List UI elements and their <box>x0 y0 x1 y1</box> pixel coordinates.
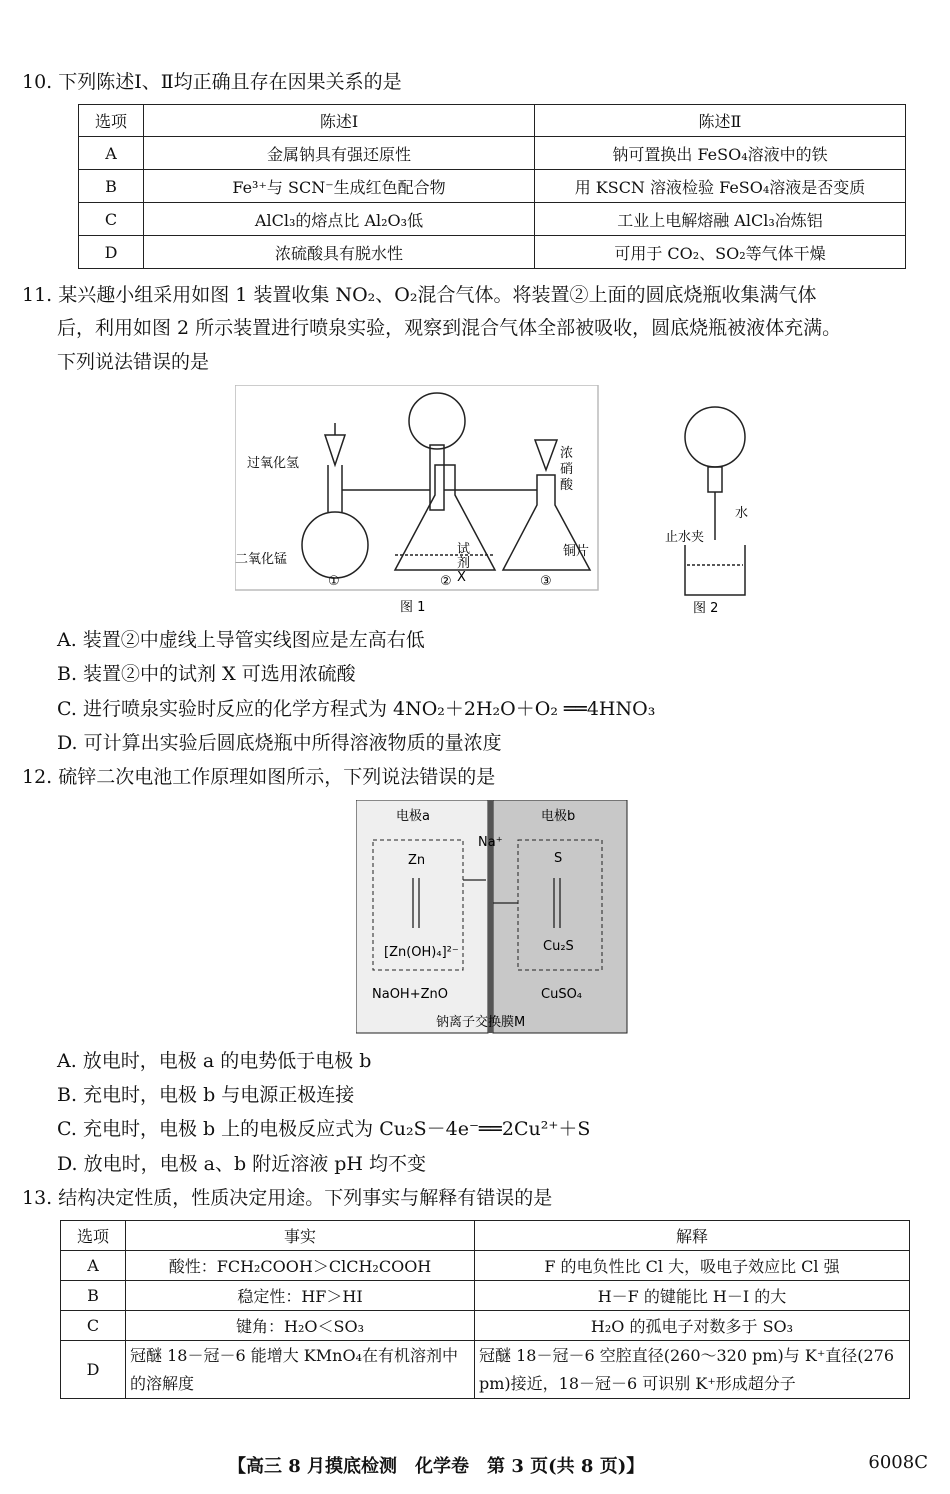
figure-2-fountain <box>665 405 775 620</box>
table-cell: F 的电负性比 Cl 大，吸电子效应比 Cl 强 <box>475 1251 910 1281</box>
label-nitric-acid: 硝 <box>560 462 574 477</box>
table-cell: 冠醚 18－冠－6 能增大 KMnO₄在有机溶剂中的溶解度 <box>126 1341 475 1399</box>
table-cell: H－F 的键能比 H－I 的大 <box>475 1281 910 1311</box>
q10-header: 陈述Ⅰ <box>144 105 535 137</box>
q11-option-d: D. 可计算出实验后圆底烧瓶中所得溶液物质的量浓度 <box>57 732 502 754</box>
q13-table <box>60 1220 910 1399</box>
label-water: 水 <box>735 506 749 521</box>
figure-1-caption: 图 1 <box>400 600 426 615</box>
footer-code: 6008C <box>868 1452 928 1473</box>
label-copper: 铜片 <box>563 544 590 559</box>
label-clamp: 止水夹 <box>665 530 705 545</box>
label-reagent: 剂 <box>457 556 471 571</box>
table-cell: 键角：H₂O＜SO₃ <box>126 1311 475 1341</box>
q10-table <box>78 104 906 269</box>
table-cell: C <box>61 1311 126 1341</box>
label-membrane: 钠离子交换膜M <box>436 1015 526 1030</box>
table-cell: AlCl₃的熔点比 Al₂O₃低 <box>144 203 535 236</box>
q12-option-c: C. 充电时，电极 b 上的电极反应式为 Cu₂S－4e⁻══2Cu²⁺＋S <box>57 1118 591 1140</box>
footer-text: 【高三 8 月摸底检测 化学卷 第 3 页(共 8 页)】 <box>228 1456 645 1477</box>
table-row <box>79 236 906 269</box>
table-row <box>61 1281 910 1311</box>
table-row <box>61 1251 910 1281</box>
figure-1-apparatus <box>235 385 600 620</box>
label-reagent: 试 <box>457 542 471 557</box>
battery-diagram <box>356 800 628 1035</box>
q11-option-c: C. 进行喷泉实验时反应的化学方程式为 4NO₂＋2H₂O＋O₂ ══4HNO₃ <box>57 698 656 720</box>
table-cell: 酸性：FCH₂COOH＞ClCH₂COOH <box>126 1251 475 1281</box>
table-cell: H₂O 的孤电子对数多于 SO₃ <box>475 1311 910 1341</box>
q12-option-d: D. 放电时，电极 a、b 附近溶液 pH 均不变 <box>57 1153 427 1175</box>
label-right-solution: CuSO₄ <box>541 987 583 1002</box>
label-reagent-x: X <box>457 570 466 585</box>
q12-stem: 12. 硫锌二次电池工作原理如图所示，下列说法错误的是 <box>22 766 496 788</box>
q12-option-b: B. 充电时，电极 b 与电源正极连接 <box>57 1084 355 1106</box>
label-flask-3: ③ <box>540 574 552 589</box>
table-row <box>79 137 906 170</box>
table-row <box>61 1311 910 1341</box>
label-cu2s: Cu₂S <box>543 939 574 954</box>
label-nitric-acid: 酸 <box>560 478 574 493</box>
label-zincate: [Zn(OH)₄]²⁻ <box>384 945 459 960</box>
q11-stem-cont: 下列说法错误的是 <box>57 351 210 373</box>
table-cell: 钠可置换出 FeSO₄溶液中的铁 <box>535 137 906 170</box>
table-cell: B <box>79 170 144 203</box>
table-cell: 用 KSCN 溶液检验 FeSO₄溶液是否变质 <box>535 170 906 203</box>
table-row <box>79 203 906 236</box>
label-hydrogen-peroxide: 过氧化氢 <box>247 456 300 471</box>
table-cell: 工业上电解熔融 AlCl₃冶炼铝 <box>535 203 906 236</box>
table-cell: 浓硫酸具有脱水性 <box>144 236 535 269</box>
label-left-solution: NaOH+ZnO <box>372 987 448 1002</box>
q13-stem: 13. 结构决定性质，性质决定用途。下列事实与解释有错误的是 <box>22 1187 553 1209</box>
label-nitric-acid: 浓 <box>560 446 574 461</box>
table-row <box>61 1341 910 1399</box>
label-s: S <box>554 851 563 866</box>
table-cell: A <box>79 137 144 170</box>
label-electrode-a: 电极a <box>396 809 430 824</box>
q13-header: 选项 <box>61 1221 126 1251</box>
q10-header: 陈述Ⅱ <box>535 105 906 137</box>
q13-header: 事实 <box>126 1221 475 1251</box>
table-cell: B <box>61 1281 126 1311</box>
q12-option-a: A. 放电时，电极 a 的电势低于电极 b <box>57 1050 372 1072</box>
table-cell: 金属钠具有强还原性 <box>144 137 535 170</box>
table-cell: D <box>61 1341 126 1399</box>
table-cell: C <box>79 203 144 236</box>
q11-stem: 11. 某兴趣小组采用如图 1 装置收集 NO₂、O₂混合气体。将装置②上面的圆底烧瓶收集满气体 <box>22 284 817 306</box>
table-cell: A <box>61 1251 126 1281</box>
label-flask-1: ① <box>328 574 340 589</box>
label-electrode-b: 电极b <box>541 809 576 824</box>
label-na-ion: Na⁺ <box>478 835 503 850</box>
table-cell: Fe³⁺与 SCN⁻生成红色配合物 <box>144 170 535 203</box>
q11-option-a: A. 装置②中虚线上导管实线图应是左高右低 <box>57 629 425 651</box>
figure-2-caption: 图 2 <box>693 601 719 616</box>
table-cell: 可用于 CO₂、SO₂等气体干燥 <box>535 236 906 269</box>
table-cell: D <box>79 236 144 269</box>
q13-header: 解释 <box>475 1221 910 1251</box>
q11-option-b: B. 装置②中的试剂 X 可选用浓硫酸 <box>57 663 356 685</box>
table-cell: 冠醚 18－冠－6 空腔直径(260～320 pm)与 K⁺直径(276 pm)接近，18－冠－6 可识别 K⁺形成超分子 <box>475 1341 910 1399</box>
q10-header: 选项 <box>79 105 144 137</box>
table-cell: 稳定性：HF＞HI <box>126 1281 475 1311</box>
table-row <box>79 170 906 203</box>
label-flask-2: ② <box>440 574 452 589</box>
label-zn: Zn <box>408 853 426 868</box>
q10-stem: 10. 下列陈述Ⅰ、Ⅱ均正确且存在因果关系的是 <box>22 71 402 93</box>
q11-stem-cont: 后，利用如图 2 所示装置进行喷泉实验，观察到混合气体全部被吸收，圆底烧瓶被液体充满。 <box>57 317 842 339</box>
label-mno2: 二氧化锰 <box>235 552 288 567</box>
